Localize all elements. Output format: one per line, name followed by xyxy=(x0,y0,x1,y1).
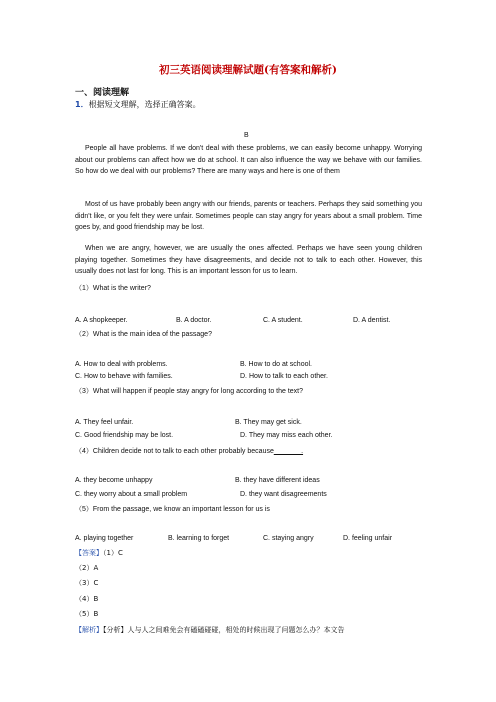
answer-2: （2）A xyxy=(75,564,99,572)
answer-tag: 【答案】 xyxy=(75,549,103,557)
option-4c: C. they worry about a small problem xyxy=(75,491,188,498)
option-3b: B. They may get sick. xyxy=(235,419,302,426)
option-4d: D. they want disagreements xyxy=(240,491,327,498)
analysis-line xyxy=(75,625,345,635)
answer-1: （1）C xyxy=(103,549,123,557)
option-1c: C. A student. xyxy=(263,317,303,324)
question-instruction: 根据短文理解，选择正确答案。 xyxy=(88,100,201,109)
analysis-text: 【分析】人与人之间难免会有磕磕碰碰，相处的时候出现了问题怎么办？本文告 xyxy=(103,626,345,634)
paragraph-2: Most of us have probably been angry with our friends, parents or teachers. Perhaps they said something you didn't like, or you felt they were unfair. Sometimes people can stay angry for years about a small problem. Time goes by, and good friendship may be lost. xyxy=(75,201,422,232)
option-1b: B. A doctor. xyxy=(176,317,212,324)
option-2b: B. How to do at school. xyxy=(240,361,312,368)
page-title: 初三英语阅读理解试题(有答案和解析) xyxy=(159,64,337,76)
question-stem-1: （1）What is the writer? xyxy=(75,285,151,292)
option-3c: C. Good friendship may be lost. xyxy=(75,432,174,439)
option-4a: A. they become unhappy xyxy=(75,477,153,484)
answer-5: （5）B xyxy=(75,610,99,618)
option-3d: D. They may miss each other. xyxy=(240,432,333,439)
question-intro xyxy=(75,99,201,110)
paragraph-1: People all have problems. If we don't deal with these problems, we can easily become unhappy. Worrying about our problems can affect how we do at school. It can also influence the way we behave with our families. So how do we deal with our problems? There are many ways and here is one of them xyxy=(75,145,422,176)
option-1a: A. A shopkeeper. xyxy=(75,317,128,324)
answer-3: （3）C xyxy=(75,579,99,587)
option-2d: D. How to talk to each other. xyxy=(240,373,328,380)
option-5a: A. playing together xyxy=(75,535,134,542)
paragraph-3: When we are angry, however, we are usually the ones affected. Perhaps we have seen young children playing together. Sometimes they have disagreements, and decide not to talk to each other. However, this usually does not last for long. This is an important lesson for us to learn. xyxy=(75,245,422,276)
option-5c: C. staying angry xyxy=(263,535,314,542)
option-1d: D. A dentist. xyxy=(353,317,391,324)
option-5b: B. learning to forget xyxy=(168,535,230,542)
question-stem-4 xyxy=(75,446,303,456)
analysis-tag: 【解析】 xyxy=(75,626,103,634)
answer-blank: _______. xyxy=(273,448,304,455)
option-5d: D. feeling unfair xyxy=(343,535,393,542)
option-2a: A. How to deal with problems. xyxy=(75,361,168,368)
question-stem-4-text: （4）Children decide not to talk to each other probably because xyxy=(75,448,274,455)
question-stem-5: （5）From the passage, we know an important lesson for us is xyxy=(75,506,270,513)
question-number: 1． xyxy=(75,100,89,109)
question-stem-2: （2）What is the main idea of the passage? xyxy=(75,331,212,338)
answer-line-1 xyxy=(75,548,123,558)
passage-label: B xyxy=(244,132,249,139)
answer-4: （4）B xyxy=(75,595,99,603)
question-stem-3: （3）What will happen if people stay angry for long according to the text? xyxy=(75,388,304,395)
option-3a: A. They feel unfair. xyxy=(75,419,134,426)
option-4b: B. they have different ideas xyxy=(235,477,320,484)
section-heading: 一、阅读理解 xyxy=(75,88,130,98)
option-2c: C. How to behave with families. xyxy=(75,373,173,380)
